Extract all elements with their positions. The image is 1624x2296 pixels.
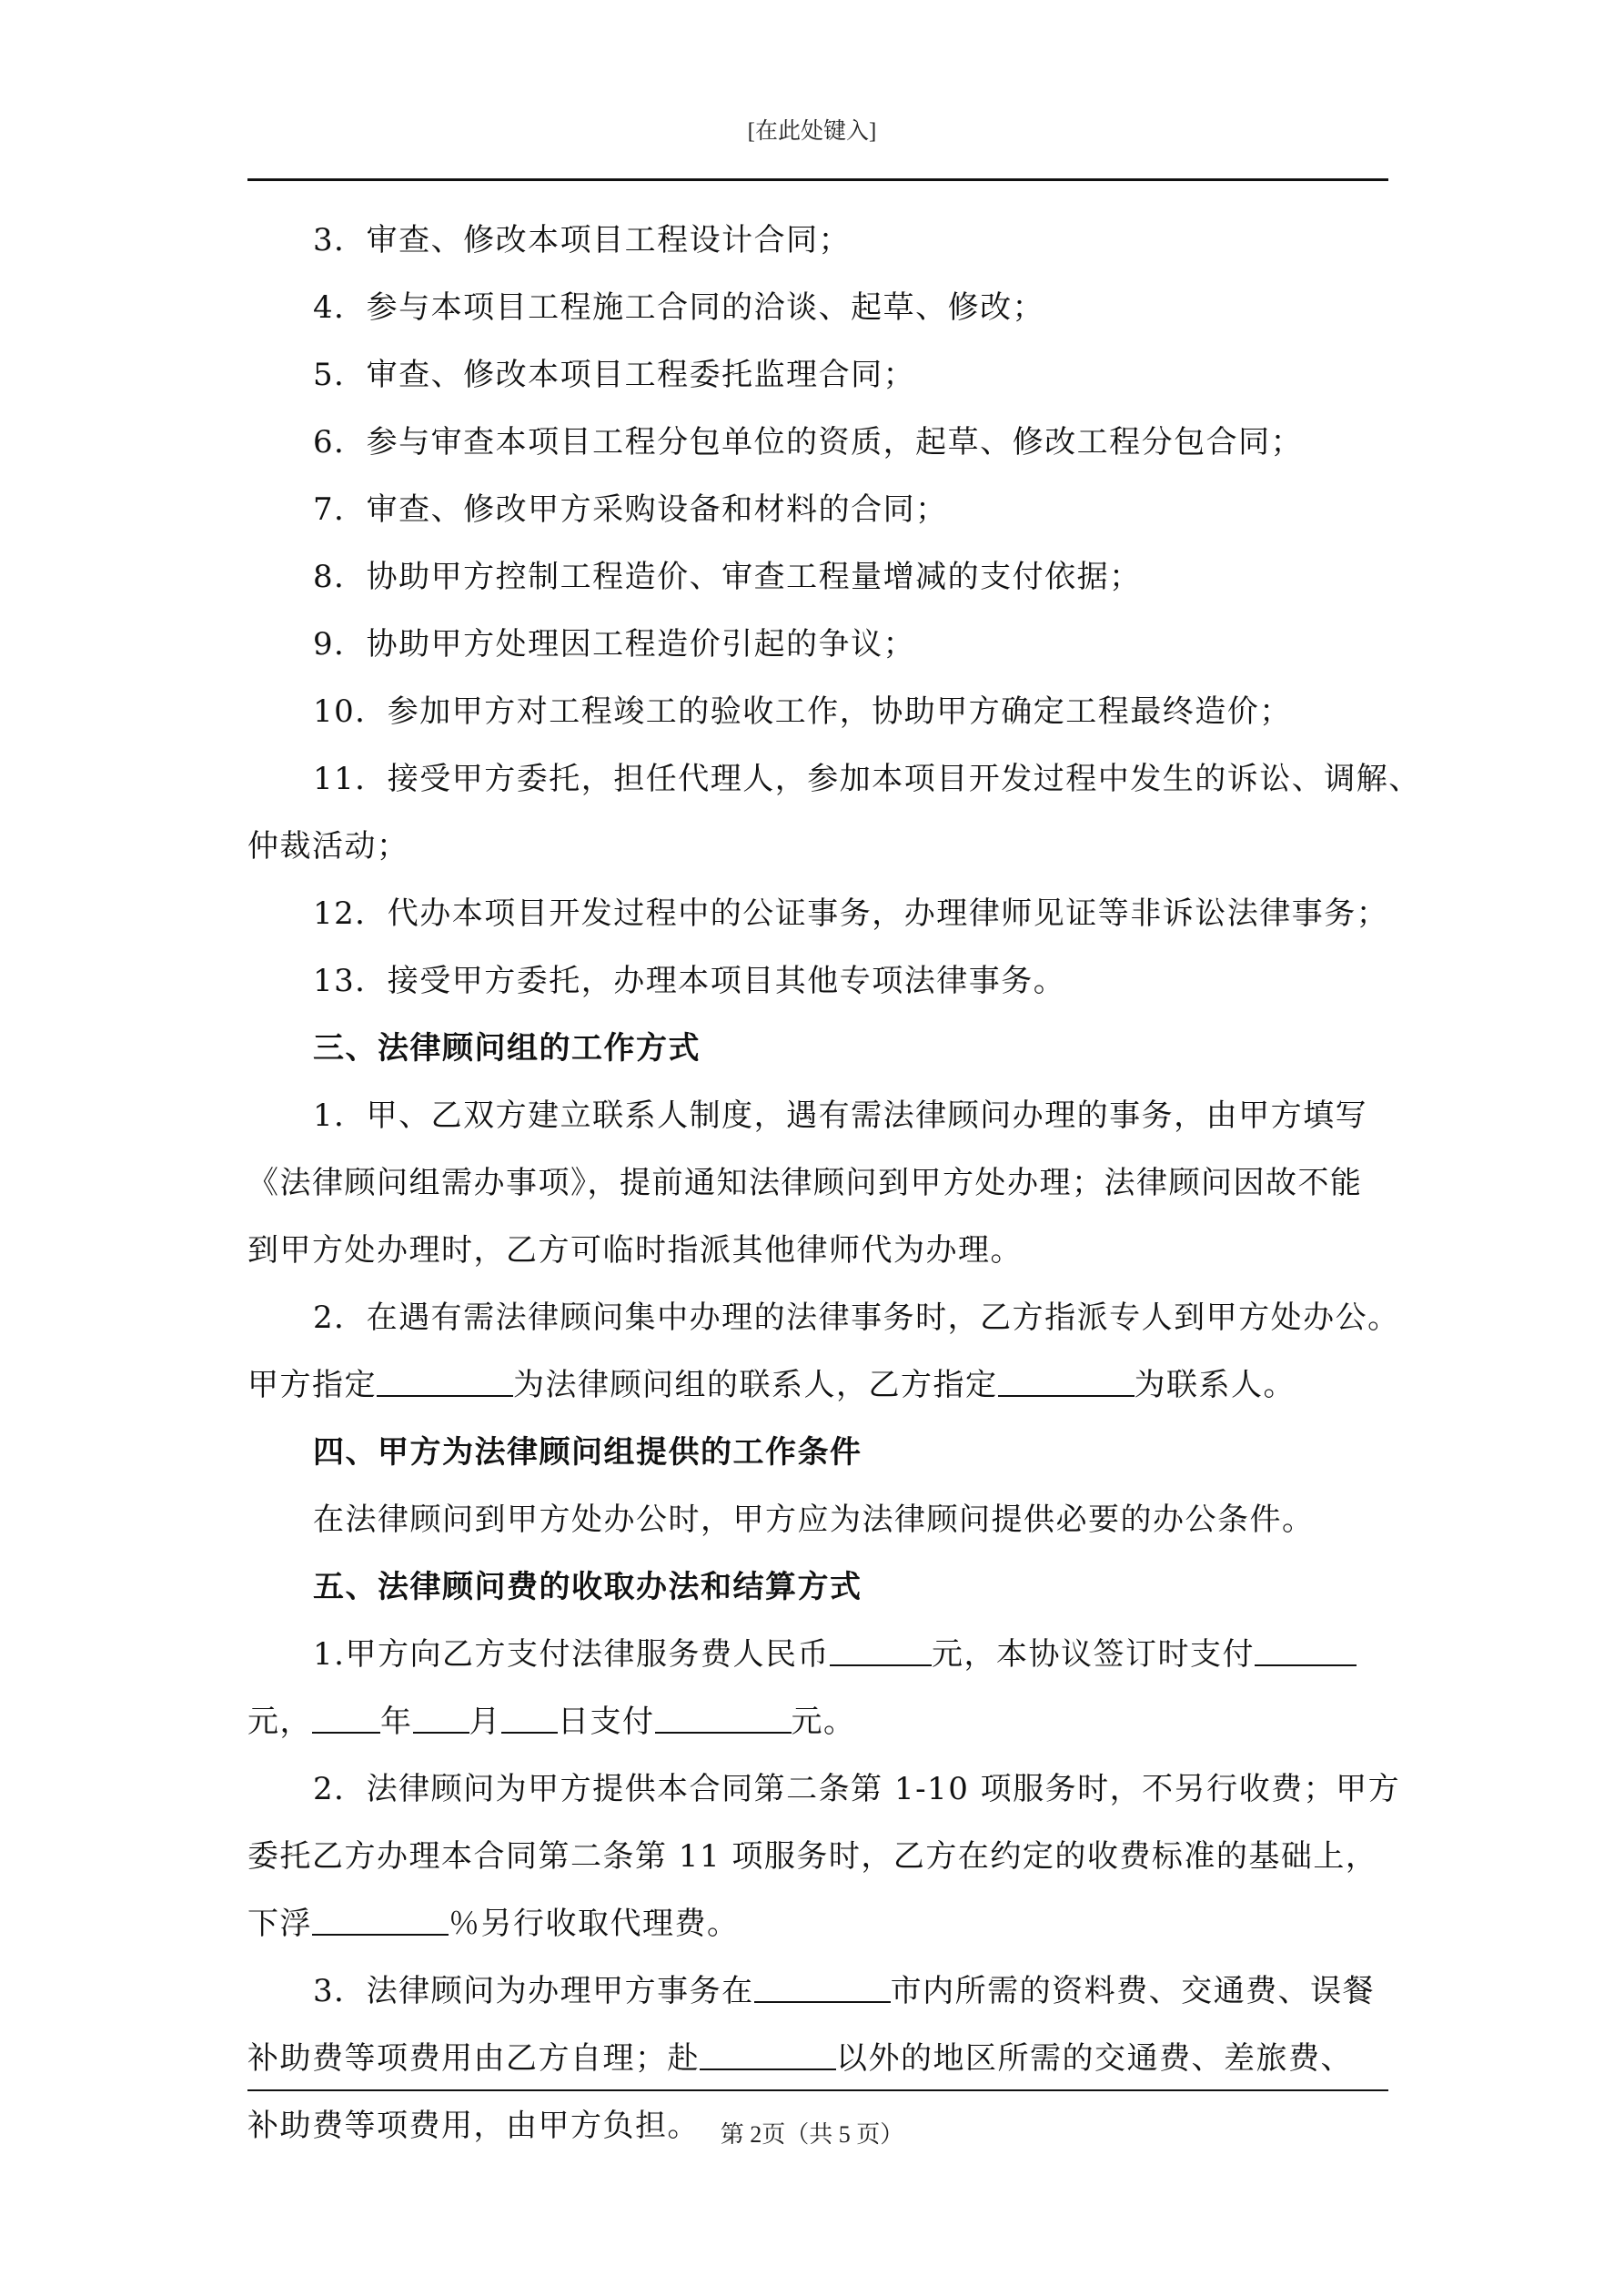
text-segment: ％另行收取代理费。 [449,1906,740,1942]
section-3-p2-line2 [247,1351,1388,1419]
text-segment: 月 [469,1704,501,1740]
text-segment: 1.甲方向乙方支付法律服务费人民币 [313,1636,830,1673]
text-segment: 3．法律顾问为办理甲方事务在 [313,1973,754,2009]
text-segment: 甲方指定 [247,1367,377,1403]
text-segment: 以外的地区所需的交通费、差旅费、 [836,2040,1353,2077]
text-segment: 日支付 [558,1704,655,1740]
section-3-p1-line3: 到甲方处办理时，乙方可临时指派其他律师代为办理。 [247,1232,1023,1269]
section-5-heading: 五、法律顾问费的收取办法和结算方式 [313,1569,862,1605]
fill-in-blank [754,1976,891,2003]
text-segment: 市内所需的资料费、交通费、误餐 [890,1973,1376,2009]
page-footer: 第 2页（共 5 页） [720,2121,904,2148]
service-item-4: 4．参与本项目工程施工合同的洽谈、起草、修改； [313,289,1045,326]
service-item-6: 6．参与审查本项目工程分包单位的资质，起草、修改工程分包合同； [313,424,1304,460]
section-5-p3-line3: 补助费等项费用，由甲方负担。 [247,2108,700,2144]
service-item-9: 9．协助甲方处理因工程造价引起的争议； [313,626,916,663]
service-item-11-line2: 仲裁活动； [247,828,409,865]
section-5-p2-line1: 2．法律顾问为甲方提供本合同第二条第 1-10 项服务时，不另行收费；甲方 [313,1771,1401,1807]
fill-in-blank [413,1706,469,1734]
header-divider [247,178,1388,181]
section-5-p2-line2: 委托乙方办理本合同第二条第 11 项服务时，乙方在约定的收费标准的基础上， [247,1838,1378,1875]
fill-in-blank [998,1370,1135,1397]
text-segment: 年 [380,1704,413,1740]
service-item-12: 12．代办本项目开发过程中的公证事务，办理律师见证等非诉讼法律事务； [313,895,1389,932]
section-5-p2-line3 [247,1890,1388,1957]
section-3-p2-line1: 2．在遇有需法律顾问集中办理的法律事务时，乙方指派专人到甲方处办公。 [313,1300,1400,1336]
section-3-heading: 三、法律顾问组的工作方式 [313,1030,701,1067]
section-4-heading: 四、甲方为法律顾问组提供的工作条件 [313,1434,862,1471]
service-item-8: 8．协助甲方控制工程造价、审查工程量增减的支付依据； [313,559,1142,595]
text-segment: 元。 [791,1704,856,1740]
fill-in-blank [312,1706,380,1734]
fill-in-blank [1255,1639,1357,1666]
service-item-5: 5．审查、修改本项目工程委托监理合同； [313,357,916,393]
page-header: [在此处键入] [747,119,877,144]
section-5-p1-line2 [247,1688,1388,1755]
service-item-3: 3．审查、修改本项目工程设计合同； [313,222,852,258]
section-3-p1-line2: 《法律顾问组需办事项》，提前通知法律顾问到甲方处办理；法律顾问因故不能 [247,1165,1363,1201]
section-4-text: 在法律顾问到甲方处办公时，甲方应为法律顾问提供必要的办公条件。 [313,1502,1315,1538]
text-segment: 为联系人。 [1134,1367,1296,1403]
service-item-7: 7．审查、修改甲方采购设备和材料的合同； [313,491,948,528]
service-item-13: 13．接受甲方委托，办理本项目其他专项法律事务。 [313,963,1066,999]
section-3-p1-line1: 1．甲、乙双方建立联系人制度，遇有需法律顾问办理的事务，由甲方填写 [313,1097,1368,1134]
fill-in-blank [377,1370,513,1397]
text-segment: 元， [247,1704,312,1740]
text-segment: 补助费等项费用由乙方自理；赴 [247,2040,700,2077]
fill-in-blank [501,1706,558,1734]
section-5-p3-line1 [247,1957,1388,2025]
text-segment: 元，本协议签订时支付 [931,1636,1255,1673]
footer-divider [247,2089,1388,2091]
text-segment: 下浮 [247,1906,312,1942]
service-item-11-line1: 11．接受甲方委托，担任代理人，参加本项目开发过程中发生的诉讼、调解、 [313,761,1421,797]
fill-in-blank [830,1639,932,1666]
section-5-p1-line1 [247,1621,1388,1688]
text-segment: 为法律顾问组的联系人，乙方指定 [513,1367,998,1403]
fill-in-blank [312,1908,449,1936]
fill-in-blank [655,1706,792,1734]
document-body [247,207,1421,2159]
section-5-p3-line2 [247,2025,1388,2092]
fill-in-blank [700,2043,836,2070]
service-item-10: 10．参加甲方对工程竣工的验收工作，协助甲方确定工程最终造价； [313,693,1292,730]
